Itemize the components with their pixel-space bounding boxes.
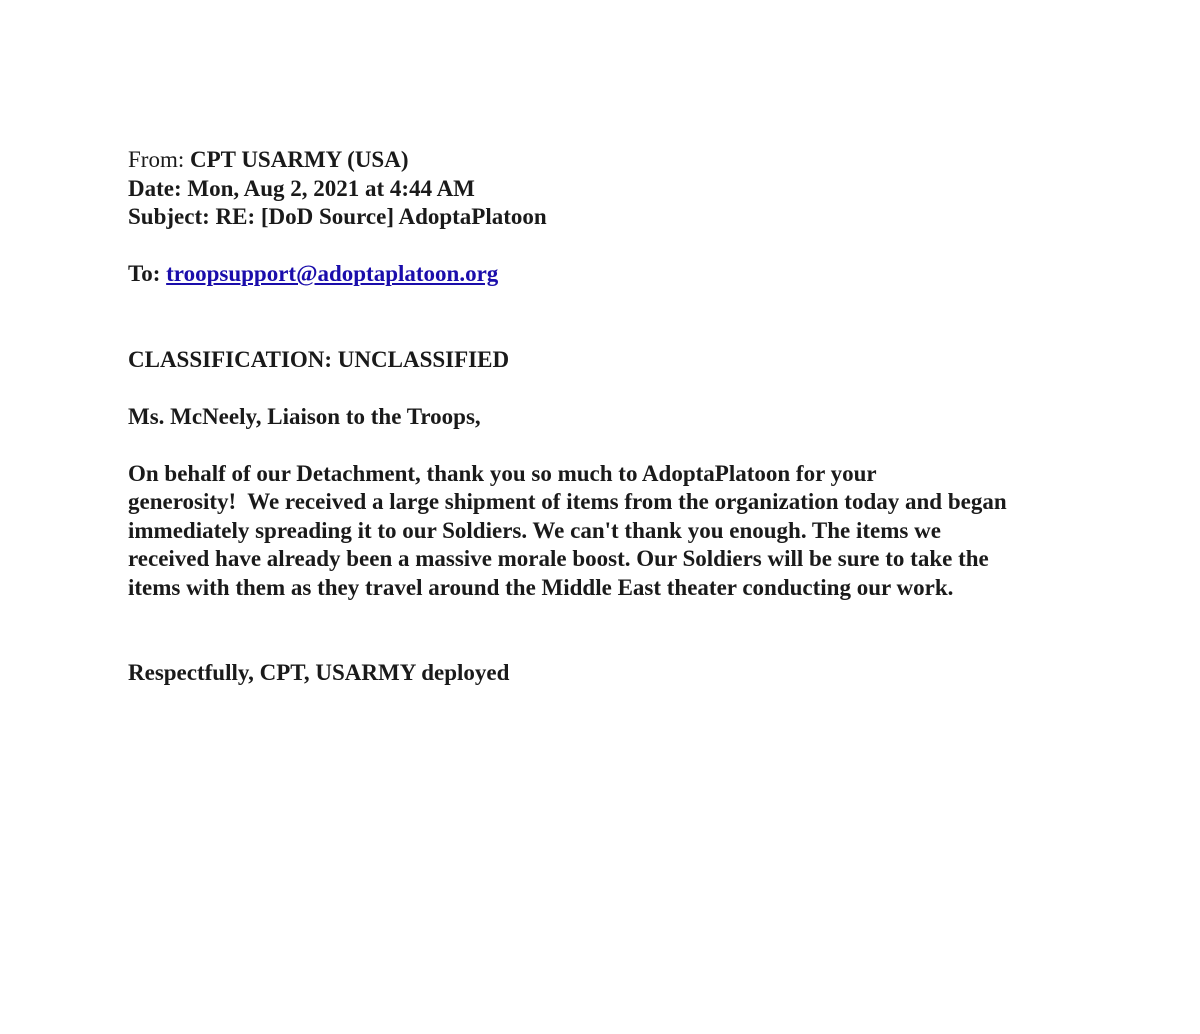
spacer <box>128 374 1128 403</box>
date-value: Mon, Aug 2, 2021 at 4:44 AM <box>187 175 475 201</box>
subject-label: Subject: <box>128 204 210 229</box>
classification-line: CLASSIFICATION: UNCLASSIFIED <box>128 346 510 372</box>
paragraph-line: generosity! We received a large shipment of items from the organization today and began <box>128 489 1007 514</box>
spacer <box>128 431 1128 460</box>
date-line <box>128 175 1128 204</box>
paragraph-line: immediately spreading it to our Soldiers. We can't thank you enough. The items we <box>128 517 941 543</box>
email-document <box>128 146 1128 688</box>
subject-line <box>128 203 1128 232</box>
date-label: Date: <box>128 175 182 201</box>
from-label: From: <box>128 147 185 172</box>
paragraph-line: received have already been a massive morale boost. Our Soldiers will be sure to take the <box>128 546 989 571</box>
spacer <box>128 232 1128 261</box>
from-line <box>128 146 1128 175</box>
salutation-line: Ms. McNeely, Liaison to the Troops, <box>128 403 481 429</box>
to-label: To: <box>128 261 161 286</box>
signoff-line: Respectfully, CPT, USARMY deployed <box>128 660 510 685</box>
to-email-link[interactable]: troopsupport@adoptaplatoon.org <box>166 261 499 286</box>
subject-value: RE: [DoD Source] AdoptaPlatoon <box>215 204 547 229</box>
paragraph-line: items with them as they travel around the Middle East theater conducting our work. <box>128 574 954 600</box>
to-line <box>128 260 1128 289</box>
message-paragraph <box>128 460 1073 603</box>
paragraph-line: On behalf of our Detachment, thank you so much to AdoptaPlatoon for your <box>128 460 877 486</box>
spacer <box>128 289 1128 346</box>
spacer <box>128 602 1128 659</box>
from-value: CPT USARMY (USA) <box>189 147 409 172</box>
